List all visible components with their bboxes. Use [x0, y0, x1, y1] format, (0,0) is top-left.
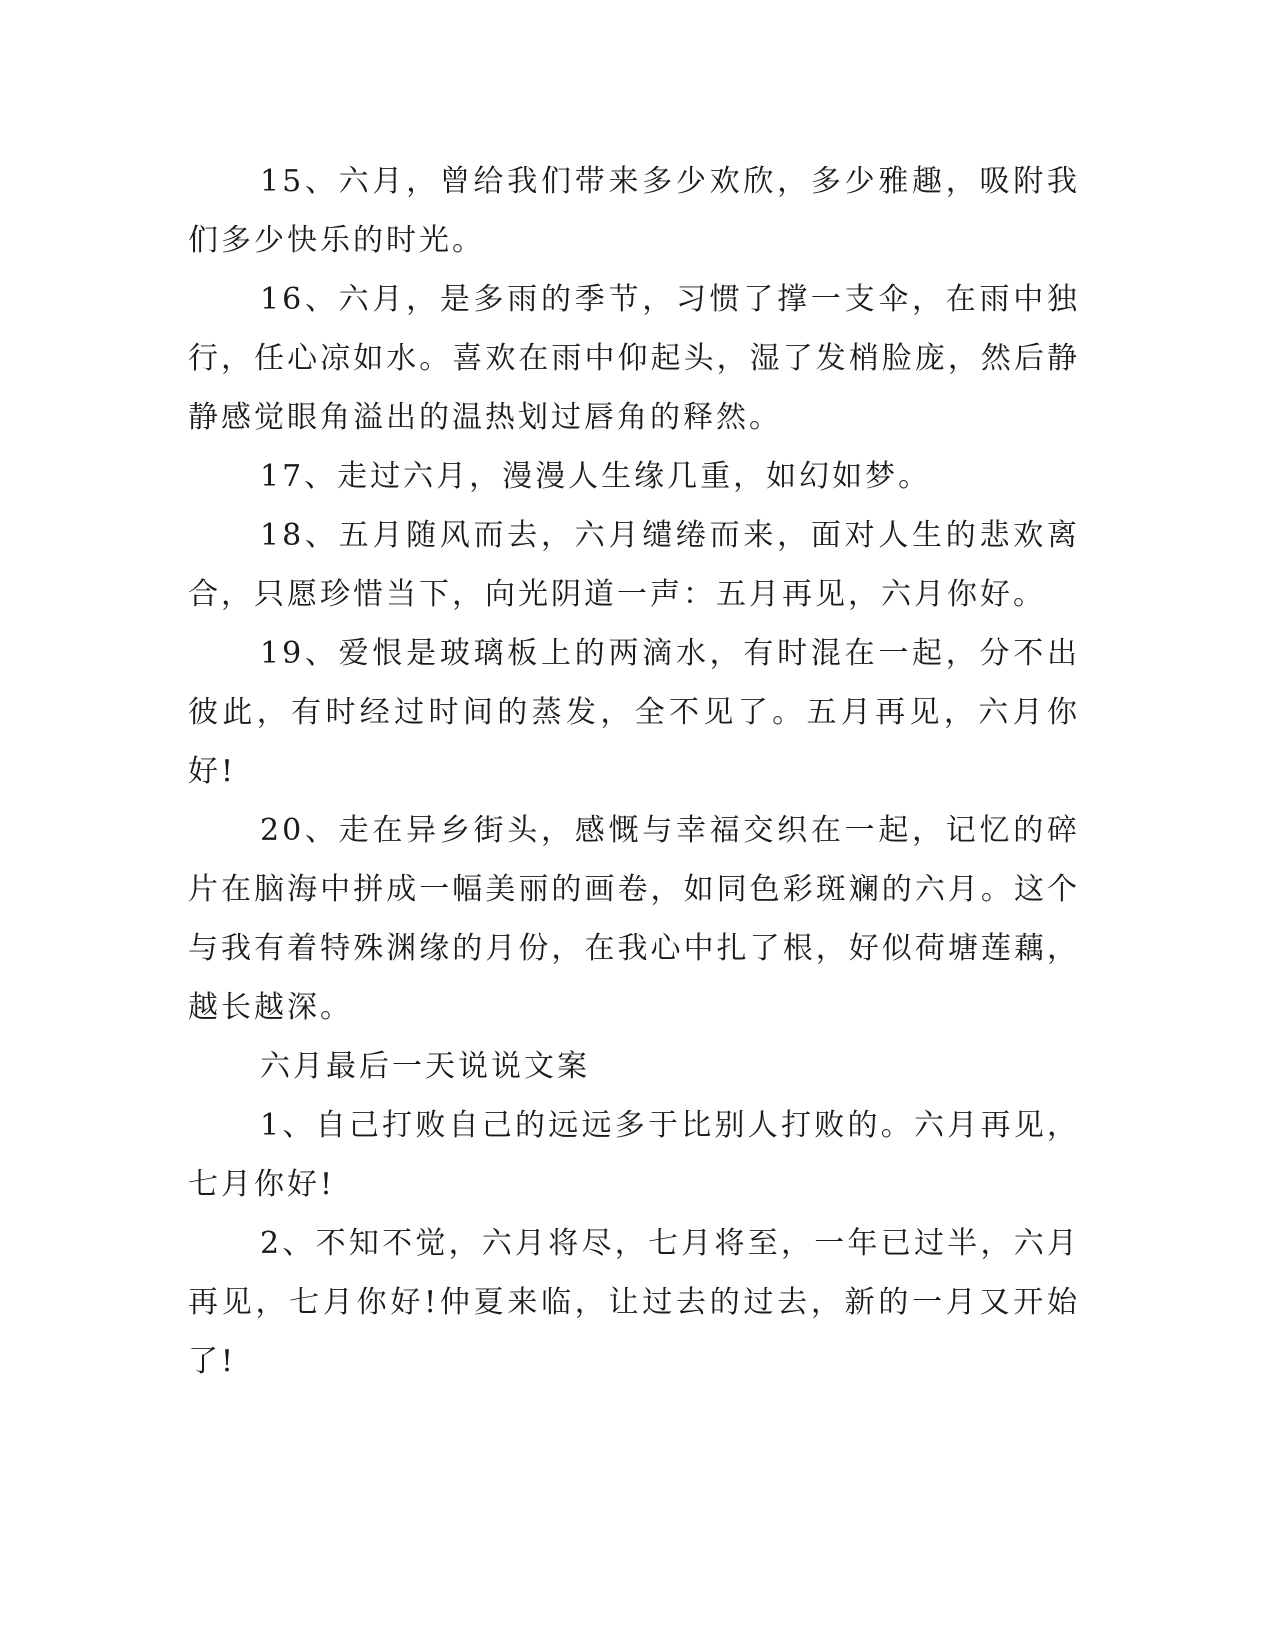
paragraph-17: 17、走过六月，漫漫人生缘几重，如幻如梦。	[260, 459, 932, 494]
paragraph-19: 19、爱恨是玻璃板上的两滴水，有时混在一起，分不出彼此，有时经过时间的蒸发，全不见了。五月再见，六月你好!	[188, 636, 1080, 789]
paragraph-20: 20、走在异乡街头，感慨与幸福交织在一起，记忆的碎片在脑海中拼成一幅美丽的画卷，如同色彩斑斓的六月。这个与我有着特殊渊缘的月份，在我心中扎了根，好似荷塘莲藕，越长越深。	[188, 813, 1080, 1025]
paragraph-18: 18、五月随风而去，六月缱绻而来，面对人生的悲欢离合，只愿珍惜当下，向光阴道一声：五月再见，六月你好。	[188, 518, 1080, 612]
document-body	[188, 152, 1080, 1391]
paragraph-15: 15、六月，曾给我们带来多少欢欣，多少雅趣，吸附我们多少快乐的时光。	[188, 164, 1080, 258]
paragraph-16: 16、六月，是多雨的季节，习惯了撑一支伞，在雨中独行，任心凉如水。喜欢在雨中仰起头，湿了发梢脸庞，然后静静感觉眼角溢出的温热划过唇角的释然。	[188, 282, 1080, 435]
section-title: 六月最后一天说说文案	[260, 1049, 590, 1084]
section-paragraph-2: 2、不知不觉，六月将尽，七月将至，一年已过半，六月再见，七月你好!仲夏来临，让过去的过去，新的一月又开始了!	[188, 1226, 1080, 1379]
section-paragraph-1: 1、自己打败自己的远远多于比别人打败的。六月再见，七月你好!	[188, 1108, 1080, 1202]
